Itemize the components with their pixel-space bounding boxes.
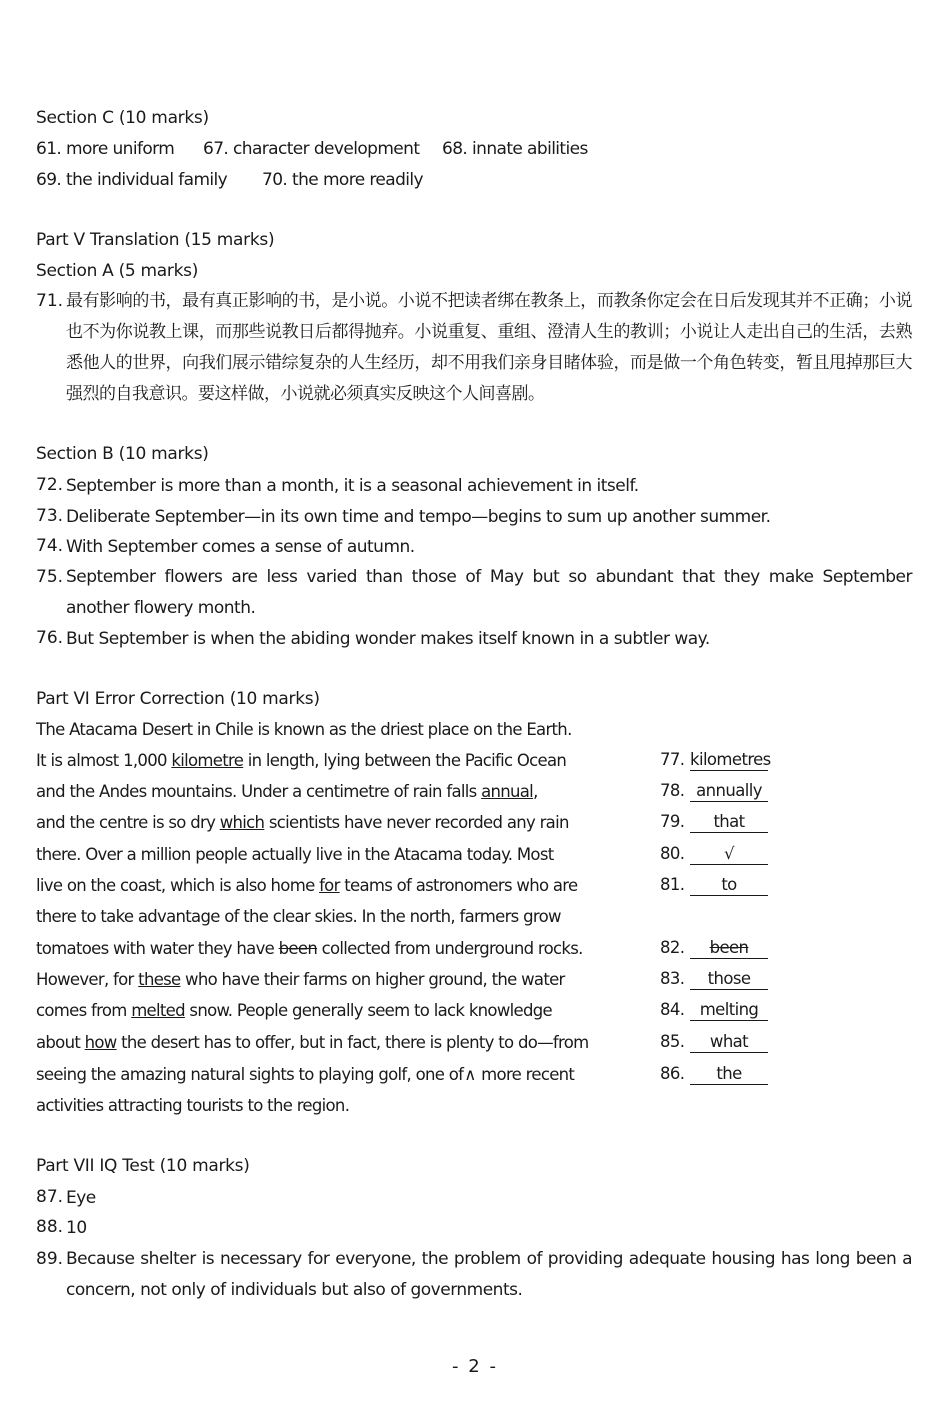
- row-text: there to take advantage of the clear skies. In the north, farmers grow: [36, 907, 561, 926]
- correction-number: 84.: [660, 1000, 685, 1019]
- section-b-heading: Section B (10 marks): [36, 444, 209, 464]
- answer-68: 68. innate abilities: [442, 139, 588, 159]
- correction-number: 81.: [660, 875, 685, 894]
- row-text: comes from: [36, 1001, 132, 1020]
- insertion-caret: ∧: [464, 1065, 476, 1084]
- correction-answer: annually: [690, 781, 768, 802]
- row-text: more recent: [476, 1065, 575, 1084]
- error-row-82: [36, 939, 583, 958]
- row-text: scientists have never recorded any rain: [264, 813, 569, 832]
- error-word: these: [138, 970, 181, 989]
- correction-answer: melting: [690, 1000, 768, 1021]
- error-word: for: [319, 876, 340, 895]
- correction-answer: those: [690, 969, 768, 990]
- answer-89: [36, 1244, 912, 1306]
- section-c-heading: Section C (10 marks): [36, 108, 209, 128]
- error-word: been: [278, 939, 318, 958]
- answer-89-text: Because shelter is necessary for everyone, the problem of providing adequate housing has long been a concern, not only of individuals but also of governments.: [66, 1249, 912, 1300]
- error-row-84: [36, 1001, 552, 1020]
- error-word: kilometre: [171, 751, 244, 770]
- error-correction-intro: The Atacama Desert in Chile is known as the driest place on the Earth.: [36, 720, 572, 739]
- answer-73: [36, 506, 912, 528]
- correction-86: [660, 1064, 768, 1085]
- row-text: ,: [533, 782, 538, 801]
- correction-number: 77.: [660, 750, 685, 769]
- row-text: who have their farms on higher ground, the water: [180, 970, 565, 989]
- answer-67: 67. character development: [203, 139, 420, 159]
- correction-78: [660, 781, 768, 802]
- row-text: seeing the amazing natural sights to playing golf, one of: [36, 1065, 464, 1084]
- correction-85: [660, 1032, 768, 1053]
- row-text: teams of astronomers who are: [339, 876, 578, 895]
- correction-number: 78.: [660, 781, 685, 800]
- error-row-79: [36, 813, 569, 832]
- part-v-heading: Part V Translation (15 marks): [36, 230, 275, 250]
- row-text: there. Over a million people actually live in the Atacama today. Most: [36, 845, 554, 864]
- answer-75: [36, 562, 912, 624]
- answer-89-number: 89.: [36, 1249, 64, 1269]
- answer-72-text: September is more than a month, it is a seasonal achievement in itself.: [66, 476, 639, 496]
- answer-73-text: Deliberate September—in its own time and tempo—begins to sum up another summer.: [66, 507, 771, 527]
- page-number: - 2 -: [452, 1356, 498, 1377]
- correction-answer: what: [690, 1032, 768, 1053]
- row-text: tomatoes with water they have: [36, 939, 279, 958]
- translation-text: 最有影响的书，最有真正影响的书，是小说。小说不把读者绑在教条上，而教条你定会在日后发现其并不正确；小说也不为你说教上课，而那些说教日后都得抛弃。小说重复、重组、澄清人生的教训；小说让人走出自己的生活，去熟悉他人的世界，向我们展示错综复杂的人生经历，却不用我们亲身目睹体验，而是做一个角色转变，暂且甩掉那巨大强烈的自我意识。要这样做，小说就必须真实反映这个人间喜剧。: [66, 291, 912, 404]
- row-text: activities attracting tourists to the region.: [36, 1096, 350, 1115]
- answer-88-number: 88.: [36, 1217, 64, 1237]
- section-a-heading: Section A (5 marks): [36, 261, 199, 281]
- error-word: which: [219, 813, 265, 832]
- answer-76: [36, 628, 912, 650]
- row-text: However, for: [36, 970, 139, 989]
- answer-69: 69. the individual family: [36, 170, 228, 190]
- correction-number: 86.: [660, 1064, 685, 1083]
- part-vii-heading: Part VII IQ Test (10 marks): [36, 1156, 250, 1176]
- correction-77: [660, 750, 771, 771]
- answer-75-text: September flowers are less varied than those of May but so abundant that they make September another flowery month.: [66, 567, 912, 618]
- error-row-83: [36, 970, 565, 989]
- answer-76-text: But September is when the abiding wonder makes itself known in a subtler way.: [66, 629, 710, 649]
- error-row-86: [36, 1065, 574, 1084]
- row-text: snow. People generally seem to lack knowledge: [184, 1001, 552, 1020]
- correction-answer: kilometres: [690, 750, 771, 769]
- answer-71: [36, 286, 912, 410]
- answer-88-text: 10: [66, 1218, 87, 1238]
- row-text: It is almost 1,000: [36, 751, 172, 770]
- correction-82: [660, 938, 768, 959]
- answer-75-number: 75.: [36, 567, 64, 587]
- row-text: and the centre is so dry: [36, 813, 220, 832]
- row-text: live on the coast, which is also home: [36, 876, 320, 895]
- row-text: about: [36, 1033, 85, 1052]
- error-row-plain: [36, 1096, 349, 1115]
- answer-74-number: 74.: [36, 536, 64, 556]
- correction-number: 82.: [660, 938, 685, 957]
- answer-88: [36, 1217, 912, 1239]
- correction-80: [660, 844, 768, 865]
- error-row-77: [36, 751, 566, 770]
- row-text: the desert has to offer, but in fact, there is plenty to do—from: [116, 1033, 589, 1052]
- row-text: in length, lying between the Pacific Ocean: [243, 751, 567, 770]
- answer-74-text: With September comes a sense of autumn.: [66, 537, 415, 557]
- answer-71-number: 71.: [36, 291, 64, 311]
- correction-answer: to: [690, 875, 768, 896]
- error-word: annual: [481, 782, 534, 801]
- answer-76-number: 76.: [36, 628, 64, 648]
- correction-number: 85.: [660, 1032, 685, 1051]
- error-row-85: [36, 1033, 589, 1052]
- correction-number: 80.: [660, 844, 685, 863]
- error-row-plain: [36, 907, 561, 926]
- correction-84: [660, 1000, 768, 1021]
- error-row-80: [36, 845, 554, 864]
- answer-87: [36, 1187, 912, 1209]
- correction-81: [660, 875, 768, 896]
- answer-74: [36, 536, 912, 558]
- row-text: collected from underground rocks.: [317, 939, 583, 958]
- part-vi-heading: Part VI Error Correction (10 marks): [36, 689, 320, 709]
- answer-72: [36, 475, 912, 497]
- correction-answer: √: [690, 844, 768, 865]
- answer-72-number: 72.: [36, 475, 64, 495]
- answer-73-number: 73.: [36, 506, 64, 526]
- correction-number: 79.: [660, 812, 685, 831]
- error-word: melted: [131, 1001, 185, 1020]
- correction-number: 83.: [660, 969, 685, 988]
- correction-answer: the: [690, 1064, 768, 1085]
- error-word: how: [84, 1033, 117, 1052]
- answer-61: 61. more uniform: [36, 139, 175, 159]
- row-text: and the Andes mountains. Under a centimetre of rain falls: [36, 782, 482, 801]
- error-row-81: [36, 876, 577, 895]
- correction-79: [660, 812, 768, 833]
- answer-87-number: 87.: [36, 1187, 64, 1207]
- correction-answer: that: [690, 812, 768, 833]
- answer-87-text: Eye: [66, 1188, 96, 1208]
- answer-70: 70. the more readily: [262, 170, 423, 190]
- error-row-78: [36, 782, 538, 801]
- correction-answer: been: [690, 938, 768, 959]
- correction-83: [660, 969, 768, 990]
